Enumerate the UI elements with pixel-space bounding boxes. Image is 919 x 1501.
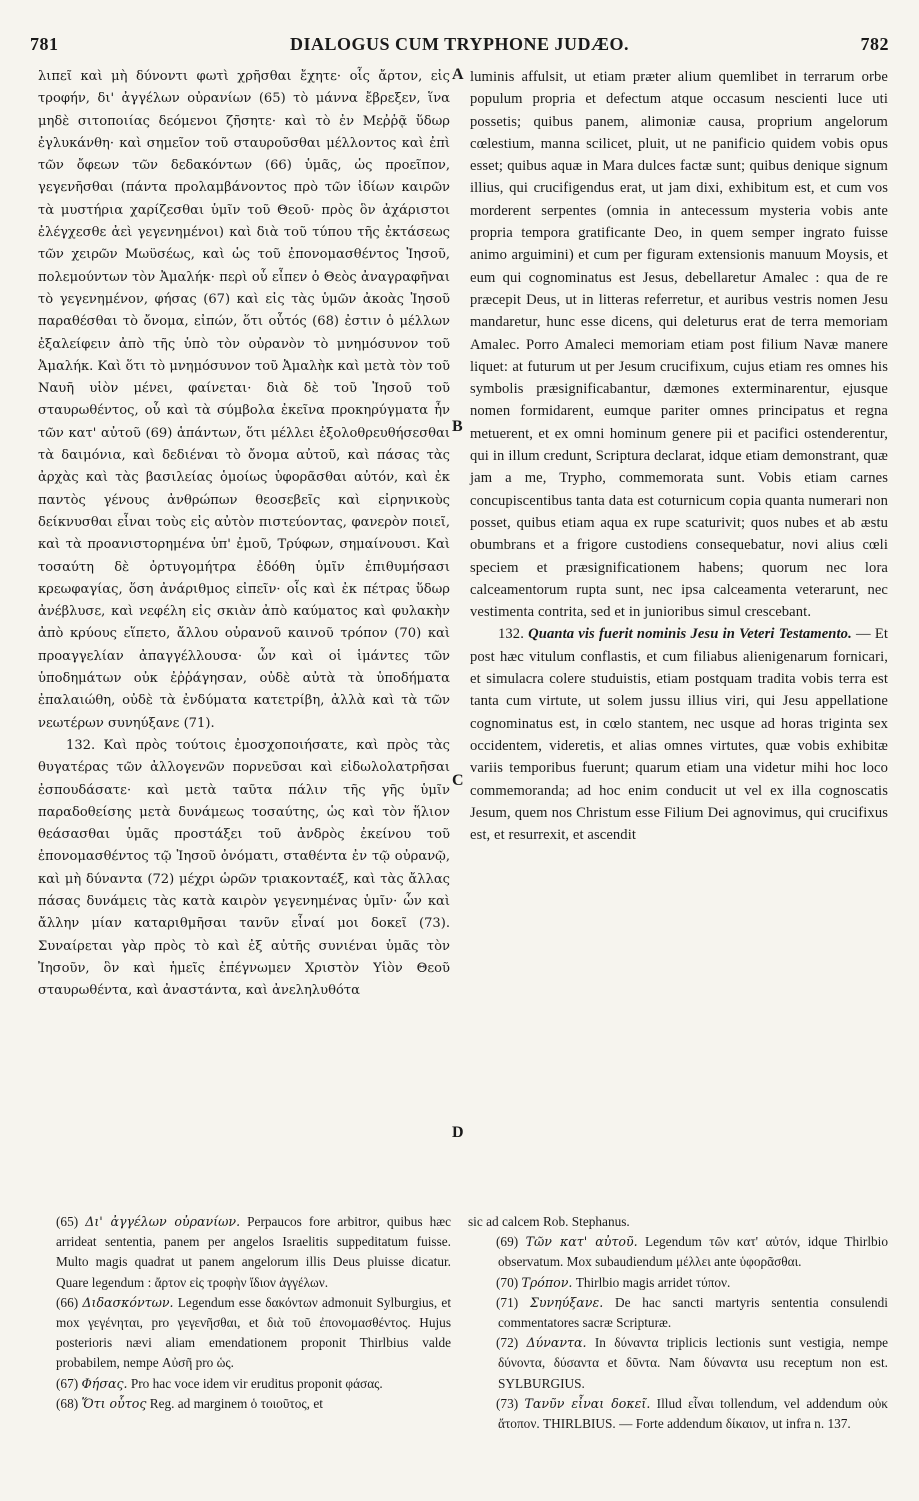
- running-header: [30, 34, 889, 56]
- footnote: (66) Διδασκόντων. Legendum esse δακόντων admonuit Sylburgius, et mox γεγένηται, pro γεγενῆσθαι, et διὰ τοῦ ἐπονομασθέντος. Hujus posterioris nævi aliam emendationem proponit Thirlbius valde probabilem, nempe Αὐσῆ pro ὡς.: [56, 1294, 452, 1371]
- latin-section-132: [470, 623, 888, 846]
- footnote-continuation: sic ad calcem Rob. Stephanus.: [468, 1214, 630, 1229]
- latin-paragraph: luminis affulsit, ut etiam præter alium quemlibet in terrarum orbe populum propria et defectum atque occasum nescienti luce uti possetis; quibus panem, alimoniæ causa, proprium angelorum cœlestium, manna scilicet, pluit, ut ne panificio quidem vobis opus esset; quibus aquæ in Mara dulces factæ sunt; quibus denique signum illius, qui crucifigendus erat, ut jam dixi, exhibitum est, et cum vos morderent serpentes (omnia in antecessum mysteria vobis ante propria tempora gratificante Deo, in quem semper ingrato fuisse animo arguimini) et cum per figuram extensionis manuum Moysis, et eum qui cognominatus est Jesus, debellaretur Amalec : qua de re præcepit Deus, ut in litteras referretur, et auribus vestris nomen Jesu mandaretur, hunc esse dicens, qui deleturus erat de terra memoriam Amalec. Porro Amaleci memoriam etiam post filium Navæ manere liquet: at futurum ut per Jesum crucifixum, cujus etiam res omnes his symbolis præsignificabantur, dæmones exterminarentur, ejusque nomen formidarent, eumque pariter omnes principatus et regna metuerent, et ex omni hominum genere pii et pacifici ostenderentur, qui in illum credunt, Scriptura declarat, idque etiam demonstrant, quæ jam a me, Trypho, commemorata sunt. Vobis etiam carnes concupiscentibus tanta data est coturnicum copia quanta numerari non posset, quibus etiam aqua ex rupe scaturivit; quos nubes et ab æstu obumbrans et a frigore custodiens consequebatur, novi alius cœli speciem et præsignificationem habens; quorum nec lora calceamentorum rupta sunt, nec ipsa calceamenta veterarunt, nec vestimenta contrita, sed et in junioribus simul crescebant.: [470, 69, 888, 621]
- running-title: DIALOGUS CUM TRYPHONE JUDÆO.: [289, 34, 630, 54]
- footnote: (65) Δι' ἀγγέλων οὐρανίων. Perpaucos fore arbitror, quibus hæc arrideat sententia, panem per angelos Israelitis suppeditatum fuisse. Multo magis quadrat ut panem angelorum illis Deus pluisse dicatur. Quare legendum : ἄρτον εἰς τροφὴν ἴδιον ἀγγέλων.: [56, 1214, 451, 1290]
- section-text: — Et post hæc vitulum conflastis, et cum filiabus alienigenarum fornicari, et simulacra colere studuistis, etiam postquam tradita vobis terra est tanta cum virtute, ut solem jussu illius viri, qui Jesu appellatione cognominatus est, in cœlo stantem, nec usque ad horas triginta sex occidentem, videretis, et alias omnes virtutes, quæ vobis exhibitæ variis temporibus fuerunt; quarum etiam una videtur mihi hoc loco commemoranda; ad hoc enim conducit ut vel ex illa cognoscatis Jesum, quem nos Christum esse Filium Dei agnovimus, qui crucifixus est, et resurrexit, et ascendit: [470, 626, 888, 844]
- footnote: (69) Τῶν κατ' αὐτοῦ. Legendum τῶν κατ' αὐτόν, idque Thirlbio observatum. Mox subaudiendum μέλλει ante ὑφορᾶσθαι.: [496, 1234, 889, 1270]
- footnote: (68) Ὅτι οὗτος Reg. ad marginem ὁ τοιοῦτος, et: [56, 1395, 323, 1411]
- footnote: (72) Δύναντα. In δύναντα triplicis lectionis sunt vestigia, nempe δύνοντα, δύσαντα et δῦντα. Nam δύναντα usu receptum non est. SYLBURGIUS.: [496, 1335, 888, 1391]
- page-number-right: 782: [860, 34, 889, 54]
- greek-paragraph: 132. Καὶ πρὸς τούτοις ἐμοσχοποιήσατε, καὶ πρὸς τὰς θυγατέρας τῶν ἀλλογενῶν πορνεῦσαι καὶ εἰδωλολατρῆσαι ἐσπουδάσατε· καὶ μετὰ ταῦτα πάλιν τῆς γῆς ὑμῖν παραδοθείσης μετὰ δυνάμεως τοσαύτης, ὡς καὶ τὸν ἥλιον θεάσασθαι ὑμᾶς προστάξει τοῦ ἀνδρὸς ἐκείνου τοῦ ἐπονομασθέντος τῷ Ἰησοῦ ὀνόματι, σταθέντα ἐν τῷ οὐρανῷ, καὶ μὴ δύναντα (72) μέχρι ὡρῶν τριακονταέξ, καὶ τὰς ἄλλας πάσας δυνάμεις τὰς κατὰ καιρὸν γεγενημένας ὑμῖν· ὧν καὶ ἄλλην μίαν καταριθμῆσαι τανῦν εἶναί μοι δοκεῖ (73). Συναίρεται γὰρ πρὸς τὸ καὶ ἐξ αὐτῆς συνιέναι ὑμᾶς τὸν Ἰησοῦν, ὃν καὶ ἡμεῖς ἐπέγνωμεν Χριστὸν Υἱὸν Θεοῦ σταυρωθέντα, καὶ ἀναστάντα, καὶ ἀνεληλυθότα: [38, 737, 450, 999]
- footnote: (67) Φήσας. Pro hac voce idem vir eruditus proponit φάσας.: [56, 1375, 383, 1391]
- section-title: Quanta vis fuerit nominis Jesu in Veteri Testamento.: [528, 626, 852, 643]
- section-marker-b: B: [452, 418, 463, 435]
- greek-column: [38, 66, 450, 1002]
- footnote: (73) Τανῦν εἶναι δοκεῖ. Illud εἶναι tollendum, vel addendum οὐκ ἄτοπον. THIRLBIUS. — Forte addendum δίκαιον, ut infra n. 137.: [496, 1395, 889, 1432]
- footnotes-left: [56, 1212, 451, 1414]
- section-marker-d: D: [452, 1124, 464, 1141]
- section-number: 132.: [498, 626, 524, 643]
- footnotes-right: [470, 1212, 888, 1434]
- greek-paragraph: λιπεῖ καὶ μὴ δύνοντι φωτὶ χρῆσθαι ἔχητε· οἷς ἄρτον, εἰς τροφήν, δι' ἀγγέλων οὐρανίων (65) τὸ μάννα ἔβρεξεν, ἵνα μηδὲ σιτοποιίας δεόμενοι ζῆσητε· καὶ τὸ ἐν Μεῤῥᾷ ὕδωρ ἐγλυκάνθη· καὶ σημεῖον τοῦ σταυροῦσθαι μέλλοντος καὶ ἐπὶ τῶν ὄφεων τῶν δεδακόντων (66) ὑμᾶς, ὡς προεῖπον, γεγενῆσθαι (πάντα προλαμβάνοντος πρὸ τῶν ἰδίων καιρῶν τὰ μυστήρια χαρίζεσθαι ὑμῖν τοῦ Θεοῦ· πρὸς ὃν ἀχάριστοι ἐλέγχεσθε ἀεὶ γεγενημένοι) καὶ διὰ τοῦ τύπου τῆς ἐκτάσεως τῶν χειρῶν Μωϋσέως, καὶ ὡς τοῦ ἐπονομασθέντος Ἰησοῦ, πολεμούντων τὸν Ἀμαλήκ· περὶ οὗ εἶπεν ὁ Θεὸς ἀναγραφῆναι τὸ γεγενημένον, φήσας (67) καὶ εἰς τὰς ὑμῶν ἀκοὰς Ἰησοῦ παραθέσθαι τὸ ὄνομα, εἰπών, ὅτι οὗτός (68) ἐστιν ὁ μέλλων ἐξαλείφειν ἀπὸ τῆς ὑπὸ τὸν οὐρανὸν τὸ μνημόσυνον τοῦ Ἀμαλήκ. Καὶ ὅτι τὸ μνημόσυνον τοῦ Ἀμαλὴκ καὶ μετὰ τὸν τοῦ Ναυῆ υἱὸν μένει, φαίνεται· διὰ δὲ τοῦ Ἰησοῦ τοῦ σταυρωθέντος, οὗ καὶ τὰ σύμβολα ἐκεῖνα προκηρύγματα ἦν τῶν κατ' αὐτοῦ (69) ἁπάντων, ὅτι μέλλει ἐξολοθρευθήσεσθαι τὰ δαιμόνια, καὶ δεδιέναι τὸ ὄνομα αὐτοῦ, καὶ πάσας τὰς ἀρχὰς καὶ τὰς βασιλείας ὁμοίως ὑφορᾶσθαι αὐτόν, καὶ ἐκ παντὸς γένους ἀνθρώπων θεοσεβεῖς καὶ εἰρηνικοὺς δείκνυσθαι εἶναι τοὺς εἰς αὐτὸν πιστεύοντας, φανερὸν ποιεῖ, καὶ τὰ προανιστορημένα ὑπ' ἐμοῦ, Τρύφων, σημαίνουσι. Καὶ τοσαύτη δὲ ὀρτυγομήτρα ἐδόθη ὑμῖν ἐπιθυμήσασι κρεωφαγίας, ὅση ἀνάριθμος εἰπεῖν· οἷς καὶ ἐκ πέτρας ὕδωρ ἀνέβλυσε, καὶ νεφέλη εἰς σκιὰν ἀπὸ καύματος καὶ φυλακὴν ἀπὸ κρύους εἵπετο, ἄλλου οὐρανοῦ καινοῦ τρόπον (70) καὶ προαγγελίαν ἀπαγγέλλουσα· ὧν καὶ οἱ ἱμάντες τῶν ὑποδημάτων οὐκ ἐῤῥάγησαν, οὐδὲ αὐτὰ τὰ ὑποδήματα ἐπαλαιώθη, οὐδὲ τὰ ἐνδύματα κατετρίβη, ἀλλὰ καὶ τὰ τῶν νεωτέρων συνηύξανε (71).: [38, 69, 450, 731]
- latin-column: [470, 66, 888, 846]
- footnote: (70) Τρόπον. Thirlbio magis arridet τύπον.: [496, 1274, 731, 1290]
- page-number-left: 781: [30, 34, 59, 54]
- section-marker-c: C: [452, 772, 464, 789]
- section-marker-a: A: [452, 66, 464, 83]
- footnote: (71) Συνηύξανε. De hac sancti martyris sententia consulendi commentatores sacræ Scripturæ.: [496, 1294, 889, 1331]
